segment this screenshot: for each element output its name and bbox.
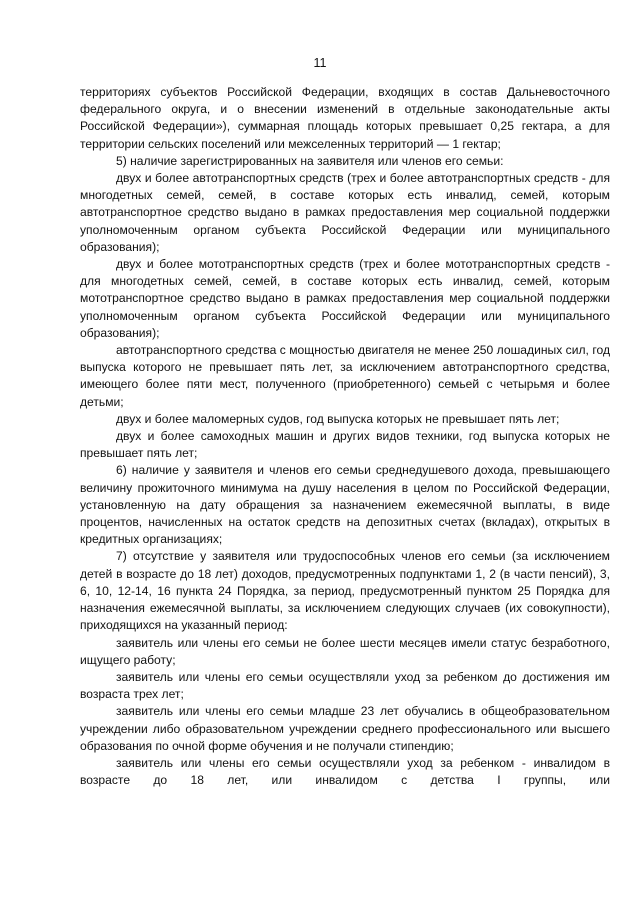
paragraph: 5) наличие зарегистрированных на заявителя или членов его семьи: (116, 153, 504, 168)
paragraph: заявитель или члены его семьи осуществляли уход за ребенком - инвалидом в возрасте до 18 лет, или инвалидом с детства I группы, или (80, 755, 610, 788)
paragraph: заявитель или члены его семьи осуществляли уход за ребенком до достижения им возраста трех лет; (80, 669, 610, 702)
paragraph: заявитель или члены его семьи младше 23 лет обучались в общеобразовательном учреждении либо образовательном учреждении среднего профессионального или высшего образования по очной форме обучения и не получали стипендию; (80, 704, 610, 753)
page-number: 11 (313, 56, 327, 70)
paragraph: двух и более автотранспортных средств (трех и более автотранспортных средств - для многодетных семей, семей, в составе которых есть инвалид, семей, которым автотранспортное средство выдано в рамках предоставления мер социальной поддержки уполномоченным органом субъекта Российской Федерации или муниципального образования); (80, 171, 610, 254)
paragraph: территориях субъектов Российской Федерации, входящих в состав Дальневосточного федерального округа, и о внесении изменений в отдельные законодательные акты Российской Федерации»), суммарная площадь которых превышает 0,25 гектара, а для территории сельских поселений или межселенных территорий — 1 гектар; (80, 85, 610, 151)
paragraph: двух и более маломерных судов, год выпуска которых не превышает пять лет; (116, 411, 560, 426)
paragraph: заявитель или члены его семьи не более шести месяцев имели статус безработного, ищущего работу; (80, 635, 610, 667)
paragraph: двух и более самоходных машин и других видов техники, год выпуска которых не превышает пять лет; (80, 429, 610, 461)
paragraph: 7) отсутствие у заявителя или трудоспособных членов его семьи (за исключением детей в возрасте до 18 лет) доходов, предусмотренных подпунктами 1, 2 (в части пенсий), 3, 6, 10, 12-14, 16 пункта 24 Порядка, за период, предусмотренный пунктом 25 Порядка для назначения ежемесячной выплаты, за исключением следующих случаев (их совокупности), приходящихся на указанный период: (80, 549, 610, 633)
paragraph: автотранспортного средства с мощностью двигателя не менее 250 лошадиных сил, год выпуска которого не превышает пять лет, за исключением автотранспортного средства, имеющего более пяти мест, полученного (приобретенного) семьей с четырьмя и более детьми; (80, 343, 610, 409)
paragraph: 6) наличие у заявителя и членов его семьи среднедушевого дохода, превышающего величину прожиточного минимума на душу населения в целом по Российской Федерации, установленную на дату обращения за назначением ежемесячной выплаты, в виде процентов, начисленных на остаток средств на депозитных счетах (вкладах), открытых в кредитных организациях; (80, 463, 610, 547)
paragraph: двух и более мототранспортных средств (трех и более мототранспортных средств - для многодетных семей, семей, в составе которых есть инвалид, семей, которым мототранспортное средство выдано в рамках предоставления мер социальной поддержки уполномоченным органом субъекта Российской Федерации или муниципального образования); (80, 257, 610, 340)
document-body (80, 84, 610, 789)
